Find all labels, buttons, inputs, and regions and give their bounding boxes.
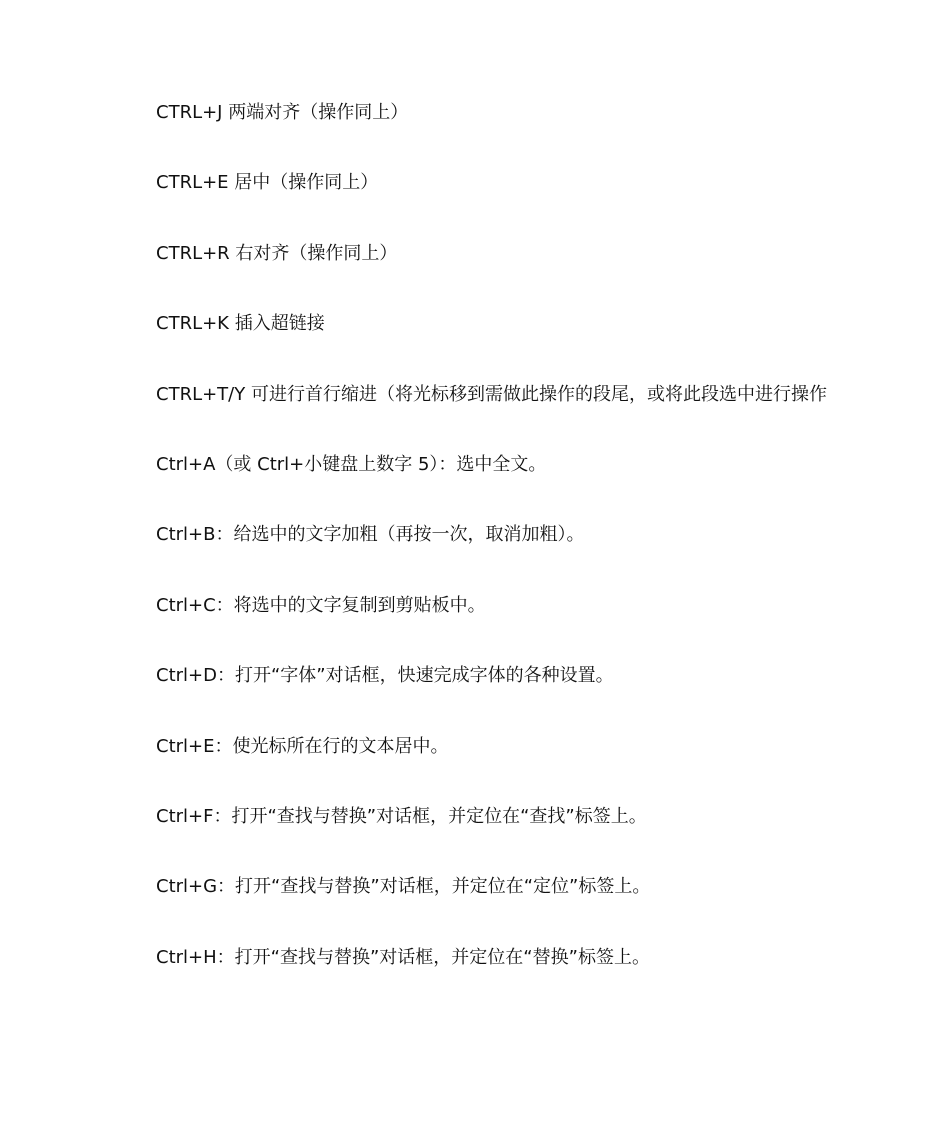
shortcut-line-ctrl-t-y: CTRL+T/Y 可进行首行缩进（将光标移到需做此操作的段尾，或将此段选中进行操作 — [156, 383, 827, 405]
shortcut-line-ctrl-a: Ctrl+A（或 Ctrl+小键盘上数字 5）：选中全文。 — [156, 453, 547, 475]
shortcut-line-ctrl-c: Ctrl+C：将选中的文字复制到剪贴板中。 — [156, 594, 486, 616]
shortcut-line-ctrl-e-center: CTRL+E 居中（操作同上） — [156, 172, 379, 194]
shortcut-line-ctrl-k: CTRL+K 插入超链接 — [156, 313, 325, 335]
shortcut-line-ctrl-h: Ctrl+H：打开“查找与替换”对话框，并定位在“替换”标签上。 — [156, 946, 650, 968]
shortcut-line-ctrl-j: CTRL+J 两端对齐（操作同上） — [156, 102, 409, 123]
shortcut-line-ctrl-r: CTRL+R 右对齐（操作同上） — [156, 242, 398, 264]
shortcut-line-ctrl-d: Ctrl+D：打开“字体”对话框，快速完成字体的各种设置。 — [156, 665, 614, 687]
shortcut-list — [156, 96, 916, 1011]
shortcut-line-ctrl-g: Ctrl+G：打开“查找与替换”对话框，并定位在“定位”标签上。 — [156, 876, 651, 898]
shortcut-line-ctrl-f: Ctrl+F：打开“查找与替换”对话框，并定位在“查找”标签上。 — [156, 805, 647, 827]
shortcut-line-ctrl-e: Ctrl+E：使光标所在行的文本居中。 — [156, 735, 449, 757]
shortcut-line-ctrl-b: Ctrl+B：给选中的文字加粗（再按一次，取消加粗）。 — [156, 524, 585, 546]
